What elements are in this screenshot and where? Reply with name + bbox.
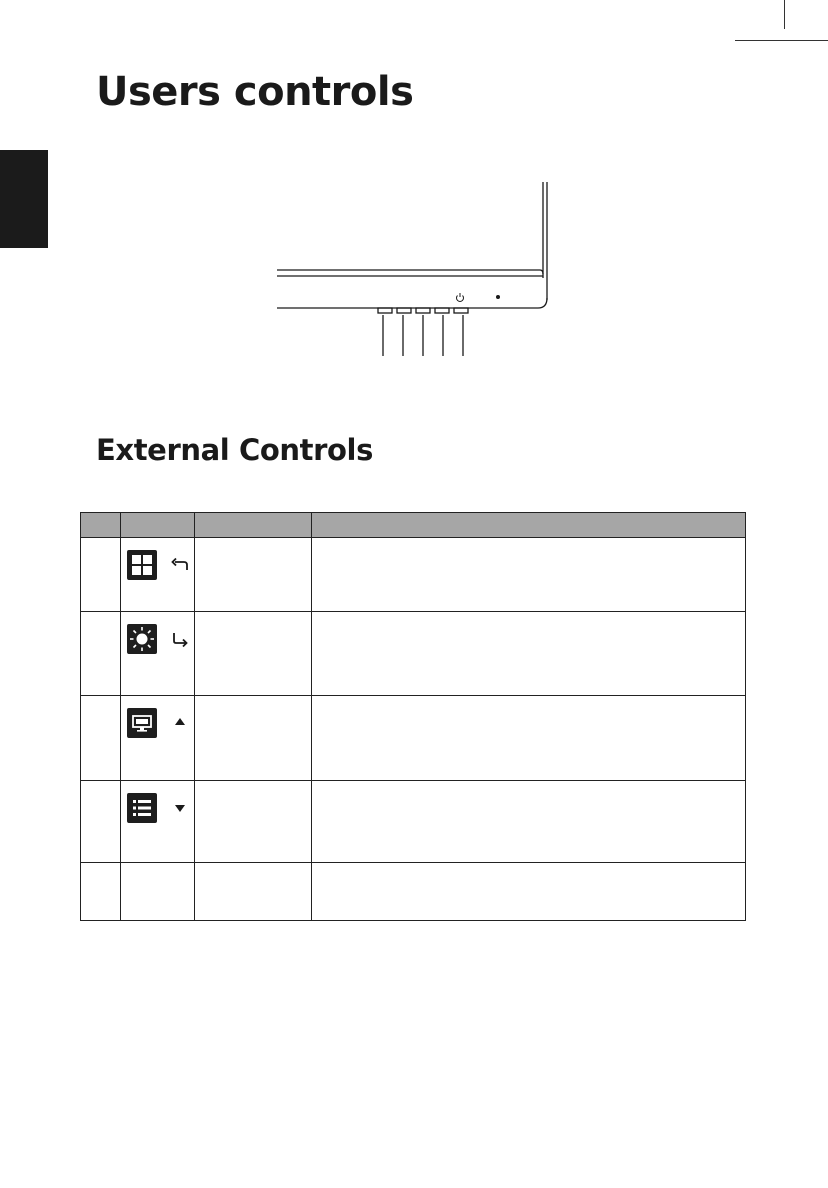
table-row: [81, 612, 746, 696]
section-title: External Controls: [96, 433, 373, 467]
icon-cell: [121, 863, 195, 921]
crop-mark-vertical: [784, 0, 785, 29]
item-description: [312, 781, 746, 863]
item-description: [312, 612, 746, 696]
row-number: [81, 696, 121, 781]
header-no: [81, 513, 121, 538]
icon-cell: [121, 781, 195, 863]
crop-mark-horizontal: [735, 40, 828, 41]
item-name: [195, 863, 312, 921]
icon-cell: [121, 696, 195, 781]
icon-cell: [121, 612, 195, 696]
input-source-icon: [127, 708, 157, 738]
item-name: [195, 538, 312, 612]
item-description: [312, 863, 746, 921]
row-number: [81, 863, 121, 921]
row-number: [81, 612, 121, 696]
table-header-row: [81, 513, 746, 538]
icon-cell: [121, 538, 195, 612]
row-number: [81, 538, 121, 612]
external-controls-table: [80, 512, 746, 921]
return-arrow-icon: [171, 556, 189, 574]
language-side-tab: [0, 150, 48, 248]
brightness-icon: [127, 624, 157, 654]
page-title: Users controls: [96, 69, 414, 115]
menu-list-icon: [127, 793, 157, 823]
item-name: [195, 696, 312, 781]
table-row: [81, 696, 746, 781]
item-description: [312, 696, 746, 781]
item-name: [195, 781, 312, 863]
monitor-illustration: [270, 178, 560, 367]
grid-icon: [127, 550, 157, 580]
enter-arrow-icon: [171, 630, 189, 648]
header-item: [195, 513, 312, 538]
header-description: [312, 513, 746, 538]
table-row: [81, 538, 746, 612]
item-name: [195, 612, 312, 696]
table-row: [81, 781, 746, 863]
header-icon: [121, 513, 195, 538]
down-triangle-icon: [171, 799, 189, 817]
item-description: [312, 538, 746, 612]
up-triangle-icon: [171, 714, 189, 732]
table-row: [81, 863, 746, 921]
row-number: [81, 781, 121, 863]
